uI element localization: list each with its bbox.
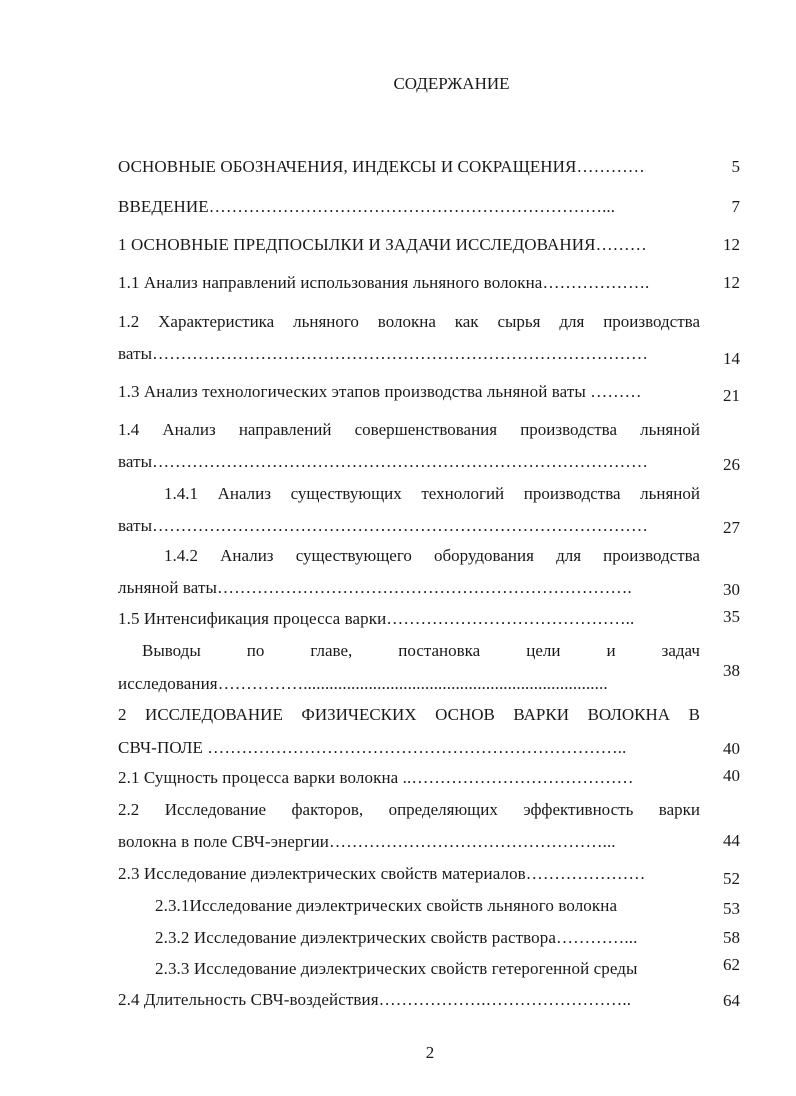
toc-word: существующих <box>290 484 402 503</box>
toc-word: ОСНОВ <box>435 705 495 724</box>
toc-entry-text: ваты…………………………………………………………………………… <box>118 516 649 535</box>
toc-word: ФИЗИЧЕСКИХ <box>301 705 417 724</box>
toc-word: 1.2 <box>118 312 140 331</box>
toc-entry-text: ОСНОВНЫЕ ОБОЗНАЧЕНИЯ, ИНДЕКСЫ И СОКРАЩЕНИЯ………… <box>118 157 645 176</box>
toc-entry-text: 1.5 Интенсификация процесса варки…………………………………….. <box>118 609 635 628</box>
toc-word: цели <box>526 641 561 660</box>
toc-word: льняной <box>640 420 700 439</box>
toc-entry-text: 2.1 Сущность процесса варки волокна ..………………………………… <box>118 768 634 787</box>
toc-word: оборудования <box>434 546 534 565</box>
toc-word: по <box>246 641 265 660</box>
toc-entry-line <box>118 312 700 332</box>
toc-page-number: 53 <box>723 899 740 918</box>
toc-word: льняной <box>640 484 700 503</box>
toc-entry-line <box>118 420 700 440</box>
toc-word: производства <box>523 484 621 503</box>
toc-page-number: 14 <box>723 349 740 368</box>
toc-entry-text: 2.3.1Исследование диэлектрических свойств льняного волокна <box>155 896 618 915</box>
toc-entry-line <box>118 705 700 725</box>
toc-word: направлений <box>238 420 332 439</box>
toc-word: сырья <box>497 312 541 331</box>
toc-page-number: 38 <box>723 661 740 680</box>
toc-entry-text: 2.3.3 Исследование диэлектрических свойств гетерогенной среды <box>155 959 638 978</box>
toc-page-number: 35 <box>723 607 740 626</box>
toc-word: Исследование <box>164 800 267 819</box>
toc-entry-text: СВЧ-ПОЛЕ ……………………………………………………………….. <box>118 738 627 757</box>
toc-entry-text: 2.3 Исследование диэлектрических свойств материалов………………… <box>118 864 646 883</box>
toc-page-number: 40 <box>723 766 740 785</box>
toc-page-number: 21 <box>723 386 740 405</box>
toc-word: ВАРКИ <box>513 705 570 724</box>
toc-word: 1.4.1 <box>164 484 198 503</box>
toc-page-number: 58 <box>723 928 740 947</box>
toc-word: варки <box>658 800 700 819</box>
toc-page-number: 44 <box>723 831 740 850</box>
toc-page-number: 12 <box>723 235 740 254</box>
toc-entry-text: ваты…………………………………………………………………………… <box>118 344 649 363</box>
toc-entry-text: ВВЕДЕНИЕ……………………………………………………………... <box>118 197 616 216</box>
toc-word: совершенствования <box>354 420 498 439</box>
toc-entry-text: 2.4 Длительность СВЧ-воздействия……………….…………………….. <box>118 990 632 1009</box>
toc-word: Анализ <box>217 484 271 503</box>
toc-word: 1.4.2 <box>164 546 198 565</box>
toc-page-number: 40 <box>723 739 740 758</box>
toc-word: эффективность <box>523 800 634 819</box>
toc-entry-text: волокна в поле СВЧ-энергии…………………………………………... <box>118 832 616 851</box>
toc-word: главе, <box>310 641 353 660</box>
toc-word: льняного <box>293 312 359 331</box>
toc-word: ИССЛЕДОВАНИЕ <box>145 705 283 724</box>
toc-entry-text: исследования……………...................................................................... <box>118 674 608 693</box>
toc-entry-text: льняной ваты………………………………………………………………. <box>118 578 632 597</box>
toc-entry-text: 1.3 Анализ технологических этапов производства льняной ваты ……… <box>118 382 642 401</box>
toc-word: технологий <box>421 484 505 503</box>
toc-word: для <box>559 312 585 331</box>
toc-page-number: 12 <box>723 273 740 292</box>
toc-word: В <box>688 705 700 724</box>
toc-word: и <box>606 641 616 660</box>
toc-page-number: 62 <box>723 955 740 974</box>
toc-word: Анализ <box>220 546 274 565</box>
toc-word: Характеристика <box>158 312 275 331</box>
toc-entry-line <box>164 484 700 504</box>
toc-word: 1.4 <box>118 420 140 439</box>
toc-word: определяющих <box>388 800 498 819</box>
toc-entry-text: 1 ОСНОВНЫЕ ПРЕДПОСЫЛКИ И ЗАДАЧИ ИССЛЕДОВАНИЯ……… <box>118 235 647 254</box>
toc-word: постановка <box>398 641 481 660</box>
toc-page-number: 26 <box>723 455 740 474</box>
toc-entry-line <box>164 546 700 566</box>
toc-word: производства <box>520 420 617 439</box>
toc-entry-text: 1.1 Анализ направлений использования льняного волокна………………. <box>118 273 650 292</box>
toc-word: волокна <box>377 312 436 331</box>
toc-word: Выводы <box>142 641 201 660</box>
toc-word: задач <box>661 641 700 660</box>
toc-word: Анализ <box>162 420 216 439</box>
toc-page-number: 30 <box>723 580 740 599</box>
toc-word: 2 <box>118 705 127 724</box>
toc-word: производства <box>603 312 700 331</box>
toc-page-number: 7 <box>731 197 740 216</box>
toc-word: производства <box>603 546 700 565</box>
toc-page-number: 27 <box>723 518 740 537</box>
toc-entry-text: 2.3.2 Исследование диэлектрических свойств раствора…………... <box>155 928 638 947</box>
toc-word: 2.2 <box>118 800 140 819</box>
toc-page-number: 5 <box>731 157 740 176</box>
toc-word: существующего <box>295 546 412 565</box>
toc-word: факторов, <box>291 800 364 819</box>
toc-entry-line <box>118 800 700 820</box>
toc-entry-text: ваты…………………………………………………………………………… <box>118 452 649 471</box>
toc-word: ВОЛОКНА <box>587 705 671 724</box>
toc-page-number: 64 <box>723 991 740 1010</box>
toc-page-number: 52 <box>723 869 740 888</box>
page-number: 2 <box>425 1043 435 1062</box>
page-title: СОДЕРЖАНИЕ <box>393 74 510 93</box>
toc-entry-line <box>142 641 700 661</box>
toc-word: для <box>556 546 582 565</box>
toc-word: как <box>454 312 479 331</box>
